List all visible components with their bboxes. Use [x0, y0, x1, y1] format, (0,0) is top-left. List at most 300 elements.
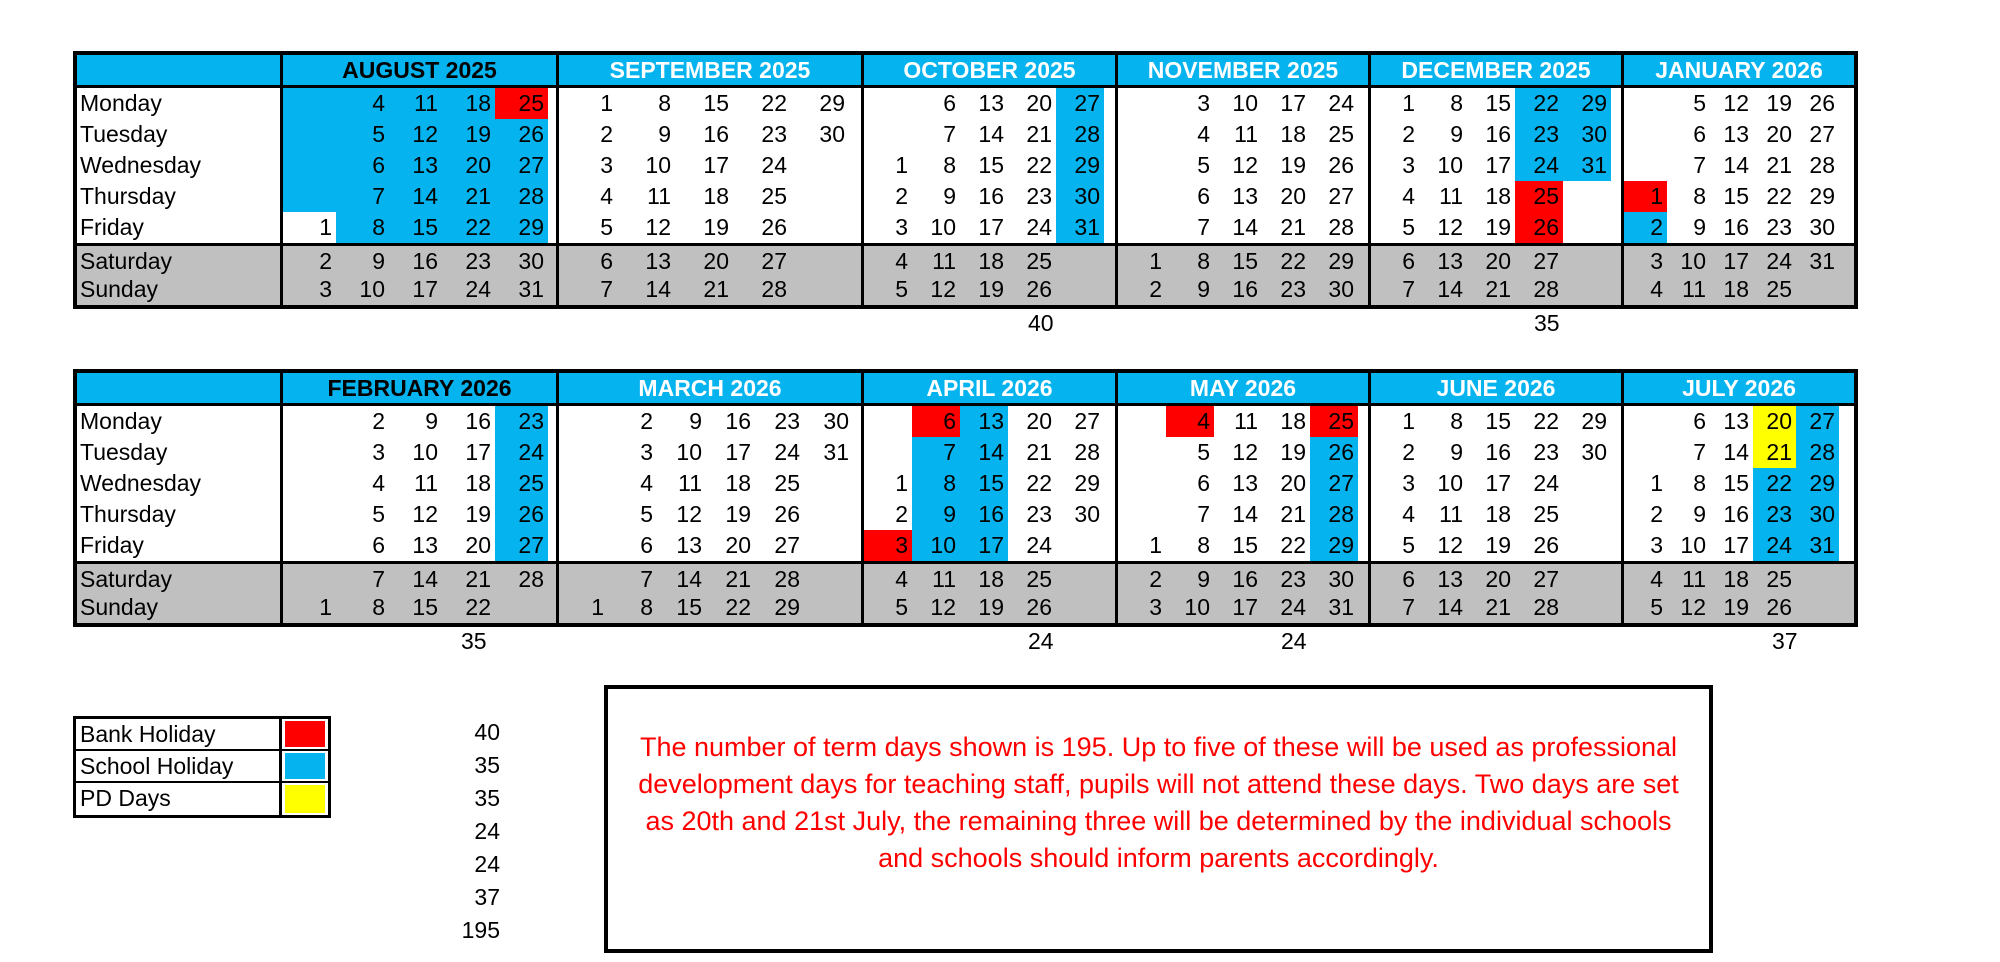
day-cell: 26	[495, 499, 548, 530]
day-cell: 12	[1437, 532, 1463, 558]
month-day-block	[1118, 246, 1371, 274]
day-cell: 16	[1232, 276, 1258, 302]
weekday-label: Sunday	[77, 592, 283, 623]
month-day-block	[864, 246, 1118, 274]
day-cell: 23	[1766, 214, 1792, 240]
day-cell: 9	[425, 408, 438, 434]
header-label-cell	[77, 373, 283, 403]
day-cell: 10	[1184, 594, 1210, 620]
day-cell: 13	[1232, 183, 1258, 209]
day-cell	[1056, 564, 1104, 592]
day-cell: 27	[1056, 88, 1104, 119]
day-cell: 7	[943, 121, 956, 147]
day-cell: 5	[1402, 214, 1415, 240]
day-cell: 20	[465, 532, 491, 558]
day-cell	[1563, 212, 1611, 243]
day-cell: 17	[1723, 248, 1749, 274]
day-cell: 29	[1310, 530, 1358, 561]
day-cell: 18	[978, 566, 1004, 592]
month-day-block	[283, 592, 559, 623]
day-cell: 25	[1766, 566, 1792, 592]
day-cell: 4	[1402, 501, 1415, 527]
day-cell: 25	[1026, 566, 1052, 592]
day-cell: 12	[930, 276, 956, 302]
month-title: FEBRUARY 2026	[283, 373, 559, 403]
day-cell: 14	[389, 181, 442, 212]
month-day-block	[1371, 530, 1624, 561]
month-title: APRIL 2026	[864, 373, 1118, 403]
day-cell: 4	[640, 470, 653, 496]
day-cell: 8	[336, 212, 389, 243]
weekday-label: Thursday	[77, 499, 283, 530]
day-cell: 27	[1328, 183, 1354, 209]
day-cell: 15	[1723, 183, 1749, 209]
day-cell: 21	[1753, 437, 1796, 468]
day-cell: 28	[518, 566, 544, 592]
day-cell: 10	[930, 214, 956, 240]
day-cell: 3	[1650, 532, 1663, 558]
day-cell: 20	[1485, 248, 1511, 274]
day-cell: 10	[1437, 152, 1463, 178]
day-cell	[864, 119, 912, 150]
school-holiday-swatch	[285, 753, 325, 779]
day-cell: 28	[1809, 152, 1835, 178]
month-day-block	[1371, 564, 1624, 592]
day-cell: 21	[1485, 276, 1511, 302]
day-cell: 27	[1533, 248, 1559, 274]
weekday-row-tuesday	[77, 437, 1854, 468]
day-cell	[1118, 212, 1166, 243]
bank-holiday-swatch	[285, 721, 325, 747]
day-cell: 22	[1026, 152, 1052, 178]
day-cell	[283, 150, 336, 181]
day-cell: 24	[1766, 248, 1792, 274]
day-cell: 2	[895, 183, 908, 209]
day-cell: 31	[1809, 248, 1835, 274]
day-cell: 5	[1693, 90, 1706, 116]
month-day-block	[1624, 150, 1854, 181]
day-cell	[804, 499, 853, 530]
day-cell: 30	[1328, 276, 1354, 302]
day-cell: 8	[1197, 248, 1210, 274]
day-cell: 2	[372, 408, 385, 434]
term-day-counts-row-1	[73, 310, 1858, 340]
month-day-block	[1118, 88, 1371, 119]
day-cell	[283, 530, 336, 561]
day-cell	[1563, 530, 1611, 561]
day-cell: 23	[1026, 501, 1052, 527]
weekday-row-saturday	[77, 243, 1854, 274]
note-text: The number of term days shown is 195. Up to five of these will be used as professional development days for teaching staff, pupils will not attend these days. Two days are set as 20th and 21st July, the remaining three will be determined by the individual schools and schools should inform parents accordingly.	[638, 732, 1679, 873]
day-cell: 11	[1234, 408, 1258, 434]
day-cell: 13	[1723, 408, 1749, 434]
day-cell: 17	[1485, 152, 1511, 178]
day-cell: 8	[1197, 532, 1210, 558]
month-title: AUGUST 2025	[283, 55, 559, 85]
day-cell: 18	[1723, 276, 1749, 302]
month-title: DECEMBER 2025	[1371, 55, 1624, 85]
header-label-cell	[77, 55, 283, 85]
day-cell	[495, 592, 548, 623]
day-cell: 27	[1796, 406, 1839, 437]
month-day-block	[864, 119, 1118, 150]
day-cell: 26	[1515, 212, 1563, 243]
day-cell: 6	[372, 532, 385, 558]
day-cell	[1563, 468, 1611, 499]
month-day-block	[1118, 468, 1371, 499]
day-cell: 5	[600, 214, 613, 240]
day-cell: 6	[1402, 248, 1415, 274]
month-day-block	[283, 530, 559, 561]
legend-label: Bank Holiday	[76, 719, 282, 749]
day-cell	[283, 181, 336, 212]
day-cell: 19	[1766, 90, 1792, 116]
day-cell: 29	[774, 594, 800, 620]
legend-bank-holiday	[76, 719, 328, 751]
day-cell	[559, 406, 608, 437]
day-cell: 5	[895, 276, 908, 302]
month-day-block	[1624, 564, 1854, 592]
weekday-row-saturday	[77, 561, 1854, 592]
day-cell: 18	[978, 248, 1004, 274]
month-day-block	[864, 150, 1118, 181]
day-cell: 4	[1166, 406, 1214, 437]
day-cell: 21	[442, 181, 495, 212]
day-cell	[283, 119, 336, 150]
day-cell: 13	[645, 248, 671, 274]
weekday-label: Tuesday	[77, 437, 283, 468]
day-cell: 25	[1328, 121, 1354, 147]
day-cell: 30	[1796, 499, 1839, 530]
day-cell: 30	[823, 408, 849, 434]
day-cell: 22	[465, 594, 491, 620]
day-cell: 6	[1197, 183, 1210, 209]
day-cell: 1	[591, 594, 604, 620]
day-cell: 21	[1280, 214, 1306, 240]
day-cell: 19	[978, 276, 1004, 302]
day-cell: 26	[495, 119, 548, 150]
day-cell: 22	[1766, 183, 1792, 209]
day-cell: 16	[1485, 439, 1511, 465]
day-cell: 12	[645, 214, 671, 240]
weekday-label: Wednesday	[77, 468, 283, 499]
month-day-block	[283, 88, 559, 119]
day-cell: 1	[1149, 532, 1162, 558]
day-cell: 29	[495, 212, 548, 243]
day-cell: 6	[640, 532, 653, 558]
day-cell: 1	[1402, 408, 1415, 434]
day-cell: 19	[1280, 439, 1306, 465]
day-cell: 8	[640, 594, 653, 620]
day-cell: 19	[1485, 532, 1511, 558]
day-cell: 4	[1402, 183, 1415, 209]
day-cell	[864, 406, 912, 437]
day-cell: 29	[1796, 468, 1839, 499]
day-cell: 14	[960, 437, 1008, 468]
day-cell: 21	[703, 276, 729, 302]
day-cell: 1	[319, 594, 332, 620]
day-cell: 1	[1149, 248, 1162, 274]
day-cell: 15	[960, 468, 1008, 499]
weekday-label: Monday	[77, 88, 283, 119]
day-cell: 9	[1450, 121, 1463, 147]
day-cell: 24	[465, 276, 491, 302]
day-cell: 25	[1310, 406, 1358, 437]
day-cell: 23	[1533, 439, 1559, 465]
day-cell: 6	[1402, 566, 1415, 592]
month-day-block	[1118, 564, 1371, 592]
day-cell: 9	[912, 499, 960, 530]
day-cell: 19	[1723, 594, 1749, 620]
day-cell: 11	[1682, 276, 1706, 302]
day-cell: 13	[676, 532, 702, 558]
month-day-block	[1371, 150, 1624, 181]
day-cell: 13	[1437, 248, 1463, 274]
day-cell: 23	[1753, 499, 1796, 530]
term-day-count: 35	[461, 628, 487, 654]
day-cell	[559, 468, 608, 499]
calendar-table-autumn-winter	[73, 51, 1858, 309]
day-cell: 7	[336, 181, 389, 212]
day-cell: 10	[1437, 470, 1463, 496]
month-day-block	[559, 530, 864, 561]
day-cell: 29	[819, 90, 845, 116]
day-cell: 3	[600, 152, 613, 178]
month-title: JUNE 2026	[1371, 373, 1624, 403]
day-cell: 14	[1723, 152, 1749, 178]
weekday-row-friday	[77, 212, 1854, 243]
day-cell: 22	[1533, 408, 1559, 434]
day-cell: 25	[1533, 501, 1559, 527]
day-cell: 26	[1533, 532, 1559, 558]
day-cell: 4	[895, 248, 908, 274]
day-cell: 7	[1197, 214, 1210, 240]
month-day-block	[559, 119, 864, 150]
day-cell: 26	[1026, 594, 1052, 620]
month-day-block	[1371, 88, 1624, 119]
day-cell	[1624, 119, 1667, 150]
day-cell: 13	[960, 406, 1008, 437]
day-cell: 4	[600, 183, 613, 209]
day-cell: 9	[1197, 566, 1210, 592]
day-cell: 16	[1485, 121, 1511, 147]
day-cell: 8	[372, 594, 385, 620]
month-day-block	[1118, 212, 1371, 243]
day-cell: 9	[1450, 439, 1463, 465]
day-cell: 29	[1328, 248, 1354, 274]
day-cell: 10	[359, 276, 385, 302]
day-cell: 16	[960, 499, 1008, 530]
month-day-block	[864, 468, 1118, 499]
day-cell: 24	[1753, 530, 1796, 561]
day-cell: 9	[658, 121, 671, 147]
month-title: SEPTEMBER 2025	[559, 55, 864, 85]
day-cell: 11	[932, 566, 956, 592]
month-day-block	[1371, 212, 1624, 243]
term-days-note	[604, 685, 1713, 953]
day-cell: 22	[1515, 88, 1563, 119]
day-cell: 15	[703, 90, 729, 116]
day-cell: 20	[442, 150, 495, 181]
term-day-count: 37	[1772, 628, 1798, 654]
day-cell: 10	[912, 530, 960, 561]
day-cell: 28	[1328, 214, 1354, 240]
day-cell: 28	[1310, 499, 1358, 530]
day-cell: 2	[1402, 439, 1415, 465]
day-cell: 5	[336, 119, 389, 150]
day-cell: 20	[1280, 183, 1306, 209]
day-cell: 31	[1563, 150, 1611, 181]
day-cell: 23	[1026, 183, 1052, 209]
day-cell: 9	[1693, 214, 1706, 240]
month-day-block	[864, 181, 1118, 212]
day-cell: 6	[912, 406, 960, 437]
day-cell: 1	[1650, 470, 1663, 496]
month-day-block	[1624, 246, 1854, 274]
day-cell: 17	[1723, 532, 1749, 558]
day-cell: 1	[1624, 181, 1667, 212]
day-cell: 17	[978, 214, 1004, 240]
day-cell: 13	[412, 532, 438, 558]
day-cell: 27	[774, 532, 800, 558]
day-cell	[1056, 246, 1104, 274]
pd-days-swatch	[285, 785, 325, 813]
day-cell: 12	[1232, 439, 1258, 465]
month-day-block	[1371, 499, 1624, 530]
day-cell: 12	[389, 119, 442, 150]
day-cell: 26	[1766, 594, 1792, 620]
month-day-block	[283, 119, 559, 150]
day-cell	[1118, 437, 1166, 468]
day-cell: 3	[640, 439, 653, 465]
day-cell: 20	[703, 248, 729, 274]
month-day-block	[864, 564, 1118, 592]
day-cell: 24	[774, 439, 800, 465]
day-cell: 9	[689, 408, 702, 434]
day-cell: 15	[412, 594, 438, 620]
month-day-block	[864, 592, 1118, 623]
day-cell: 27	[1074, 408, 1100, 434]
day-cell: 7	[1402, 594, 1415, 620]
day-cell: 13	[389, 150, 442, 181]
day-cell: 2	[319, 248, 332, 274]
month-day-block	[1118, 499, 1371, 530]
day-cell: 19	[1485, 214, 1511, 240]
day-cell: 30	[1563, 119, 1611, 150]
day-cell: 2	[600, 121, 613, 147]
day-cell: 5	[1402, 532, 1415, 558]
day-cell: 8	[912, 468, 960, 499]
day-cell: 18	[703, 183, 729, 209]
term-day-totals	[440, 716, 500, 947]
day-cell	[559, 499, 608, 530]
day-cell: 14	[1723, 439, 1749, 465]
legend-pd-days	[76, 783, 328, 815]
day-cell: 3	[864, 530, 912, 561]
day-cell: 25	[1026, 248, 1052, 274]
day-cell	[1624, 406, 1667, 437]
month-title: JULY 2026	[1624, 373, 1854, 403]
day-cell: 19	[442, 119, 495, 150]
day-cell	[1796, 564, 1839, 592]
day-cell	[864, 437, 912, 468]
weekday-label: Saturday	[77, 246, 283, 274]
month-day-block	[559, 406, 864, 437]
day-cell: 6	[943, 90, 956, 116]
day-cell: 12	[1680, 594, 1706, 620]
day-cell: 28	[1533, 594, 1559, 620]
day-cell: 3	[1402, 152, 1415, 178]
day-cell	[791, 246, 849, 274]
day-cell: 11	[678, 470, 702, 496]
month-day-block	[1624, 274, 1854, 305]
day-cell	[1624, 437, 1667, 468]
day-cell: 2	[1149, 566, 1162, 592]
day-cell	[804, 564, 853, 592]
day-cell: 19	[1280, 152, 1306, 178]
month-day-block	[1624, 592, 1854, 623]
month-day-block	[1624, 406, 1854, 437]
day-cell: 20	[1485, 566, 1511, 592]
month-day-block	[1624, 212, 1854, 243]
day-cell: 20	[725, 532, 751, 558]
day-cell: 5	[640, 501, 653, 527]
day-cell: 23	[761, 121, 787, 147]
day-cell	[1563, 246, 1611, 274]
day-cell: 31	[1328, 594, 1354, 620]
month-day-block	[559, 592, 864, 623]
day-cell	[1118, 88, 1166, 119]
weekday-row-thursday	[77, 499, 1854, 530]
day-cell: 3	[1149, 594, 1162, 620]
month-day-block	[1371, 468, 1624, 499]
day-cell: 18	[1485, 183, 1511, 209]
day-cell: 5	[1197, 439, 1210, 465]
day-cell: 19	[978, 594, 1004, 620]
day-cell: 2	[1402, 121, 1415, 147]
month-day-block	[1624, 88, 1854, 119]
month-title: NOVEMBER 2025	[1118, 55, 1371, 85]
day-cell: 3	[1402, 470, 1415, 496]
term-day-count: 24	[1281, 628, 1307, 654]
day-cell	[1118, 119, 1166, 150]
day-cell: 1	[1402, 90, 1415, 116]
day-cell: 19	[465, 501, 491, 527]
day-cell: 11	[1234, 121, 1258, 147]
day-cell: 4	[895, 566, 908, 592]
day-cell: 12	[1232, 152, 1258, 178]
day-cell: 26	[1026, 276, 1052, 302]
day-cell: 17	[465, 439, 491, 465]
day-cell: 3	[372, 439, 385, 465]
day-cell: 22	[442, 212, 495, 243]
day-cell: 25	[495, 88, 548, 119]
day-cell	[559, 564, 608, 592]
day-cell: 17	[1485, 470, 1511, 496]
day-cell: 8	[1693, 183, 1706, 209]
month-day-block	[1371, 119, 1624, 150]
day-cell: 4	[1650, 276, 1663, 302]
day-cell: 1	[895, 470, 908, 496]
day-cell: 6	[1693, 408, 1706, 434]
total-value: 40	[474, 719, 500, 745]
day-cell: 12	[676, 501, 702, 527]
weekday-row-wednesday	[77, 150, 1854, 181]
day-cell: 24	[1533, 470, 1559, 496]
month-day-block	[283, 468, 559, 499]
total-value: 24	[474, 851, 500, 877]
day-cell: 24	[495, 437, 548, 468]
